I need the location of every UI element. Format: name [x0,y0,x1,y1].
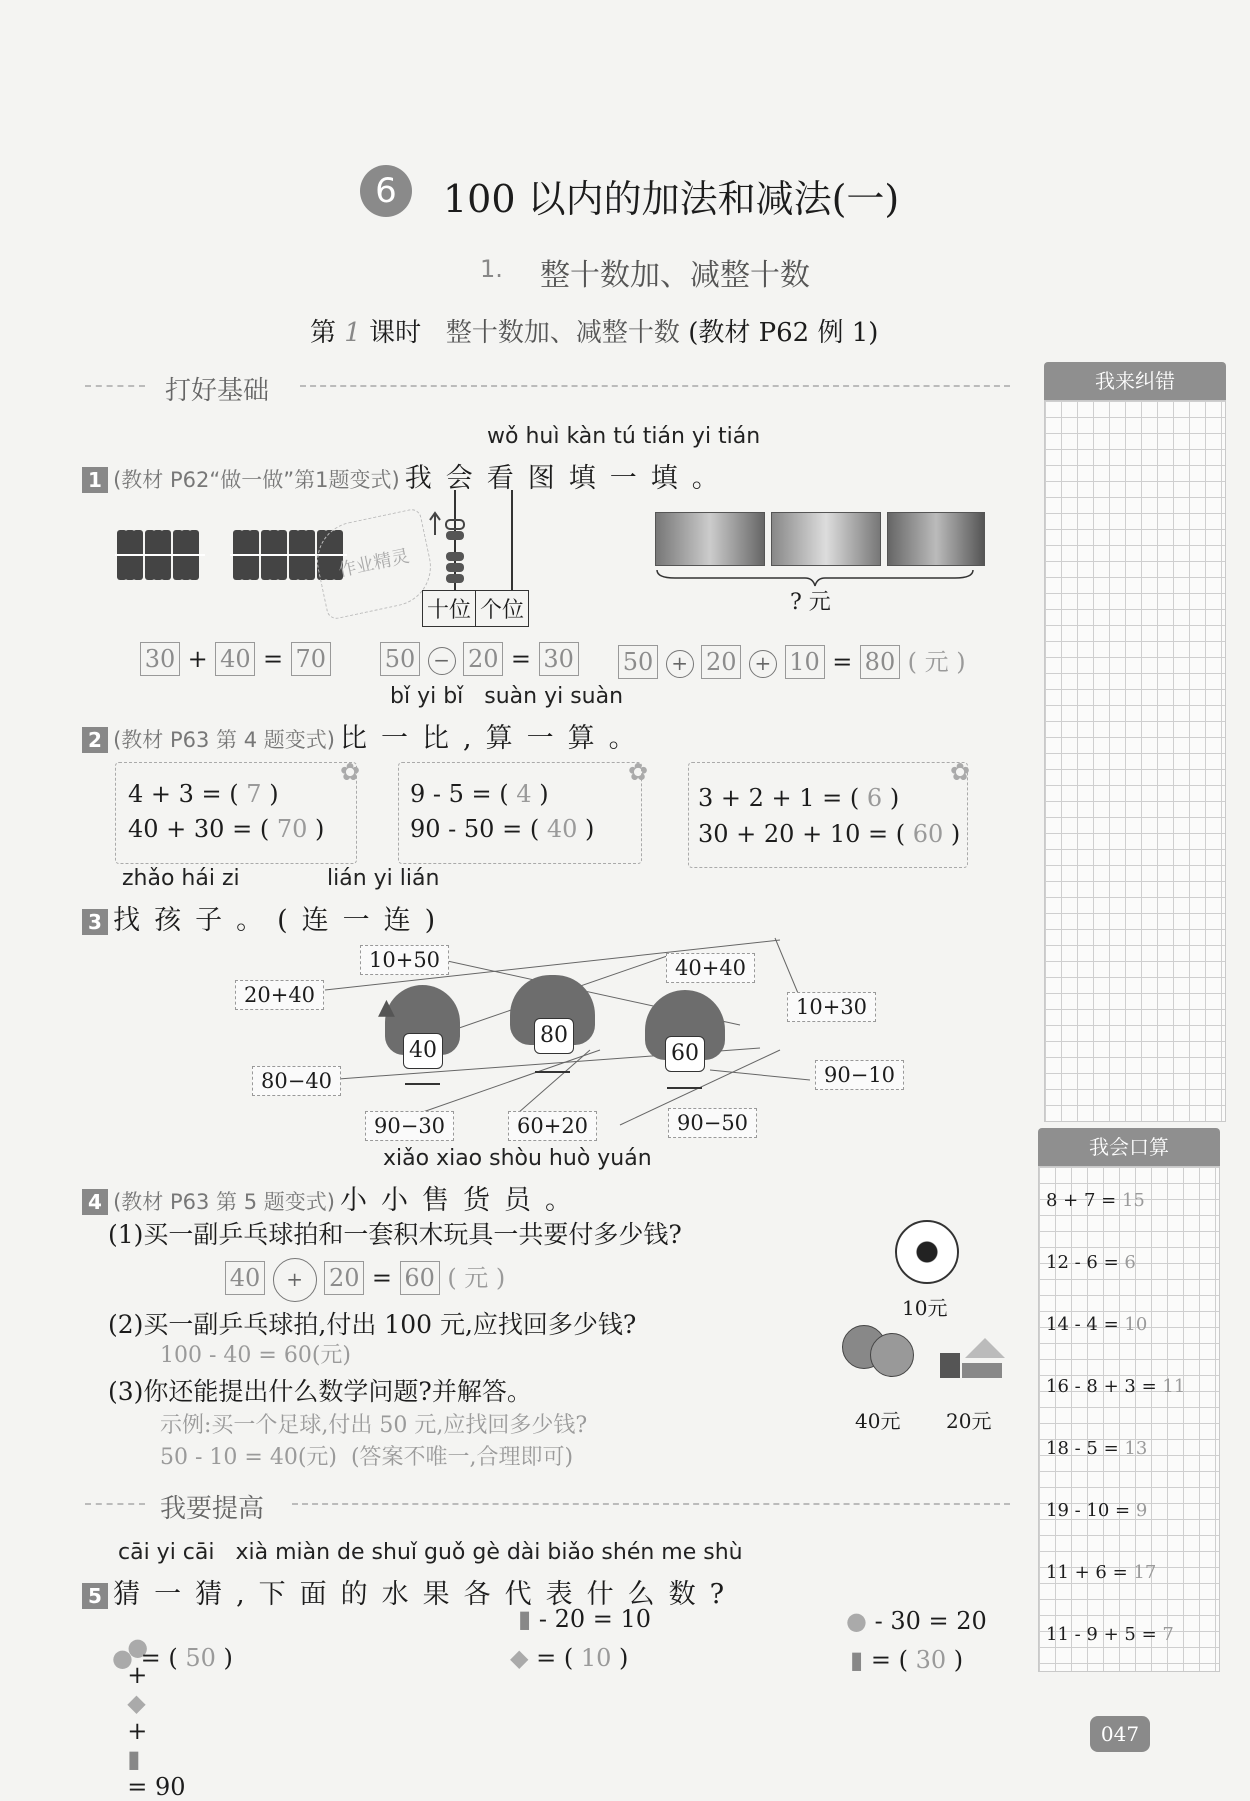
banknote-10 [887,512,985,566]
q3-pinyin-1: zhǎo hái zi [122,866,240,891]
section-number: 1. [480,255,503,283]
q5-heading: 5 猜一猜,下面的水果各代表什么数? [82,1572,738,1611]
q5-equation-3: ● - 30 = 20 [846,1607,987,1635]
question-number: 5 [82,1583,108,1609]
peach-icon: ◆ [510,1644,529,1672]
q4-part3-answer-1: 示例:买一个足球,付出 50 元,应找回多少钱? [160,1413,588,1438]
sidebar-correct-grid[interactable] [1044,400,1226,1122]
question-number: 4 [82,1189,108,1215]
oral-item: 8 + 7 = 15 [1046,1190,1145,1211]
flower-icon: ✿ [950,758,971,786]
q2-group-2-line1: 9 - 5 = ( 4 ) [410,780,549,808]
price-soccer-ball: 10元 [902,1296,948,1320]
section-divider [85,385,145,387]
question-number: 3 [82,909,108,935]
q4-part2: (2)买一副乒乓球拍,付出 100 元,应找回多少钱? [108,1310,637,1339]
chick-label: 80−40 [252,1066,341,1096]
q2-group-2 [398,762,642,864]
pineapple-icon: ▮ [127,1745,141,1773]
section-divider [85,1503,145,1505]
rooster-image [500,975,605,1075]
flower-icon: ✿ [340,758,361,786]
oral-item: 11 + 6 = 17 [1046,1562,1157,1583]
rooster-number: 40 [403,1033,443,1069]
q5-equation-2: ▮ - 20 = 10 [518,1605,652,1633]
soccer-ball-image [895,1220,959,1284]
q2-pinyin: bǐ yi bǐ suàn yi suàn [390,684,624,709]
apple-icon: ● [112,1644,133,1672]
question-number: 2 [82,727,108,753]
ping-pong-paddles-image [842,1325,917,1395]
q5-pinyin: cāi yi cāi xià miàn de shuǐ guǒ gè dài biǎo shén me shù [118,1540,743,1565]
q4-part3-answer-2: 50 - 10 = 40(元) (答案不唯一,合理即可) [160,1445,574,1470]
price-unknown: ? 元 [790,590,831,615]
tens-label: 十位 [423,591,476,626]
banknotes-image [655,512,985,566]
q5-answer-apple: ● = ( 50 ) [112,1644,233,1672]
ones-label: 个位 [480,598,525,623]
page-number: 047 [1090,1716,1150,1752]
q3-pinyin-2: lián yi lián [327,866,440,891]
rooster-image [635,990,735,1090]
apple-icon: ● [127,1633,149,1661]
q1-equation-1: 30 + 40 = 70 [140,642,331,676]
q4-part1: (1)买一副乒乓球拍和一套积木玩具一共要付多少钱? [108,1220,682,1249]
sidebar-oral-header: 我会口算 [1038,1128,1220,1166]
chick-label: 90−50 [668,1108,757,1138]
q2-group-2-line2: 90 - 50 = ( 40 ) [410,815,595,843]
chapter-title: 100 以内的加法和减法(一) [443,177,900,221]
q4-equation: 40 + 20 = 60 ( 元 ) [225,1258,505,1302]
q2-group-3-line1: 3 + 2 + 1 = ( 6 ) [698,784,900,812]
chick-label: 10+50 [360,945,449,975]
banknote-20 [771,512,881,566]
oral-item: 18 - 5 = 13 [1046,1438,1148,1459]
price-blocks: 20元 [946,1409,992,1433]
chick-label: 20+40 [235,980,324,1010]
chick-label: 60+20 [508,1111,597,1141]
banknote-50 [655,512,765,566]
chick-label: 10+30 [787,992,876,1022]
q3-heading: 3 找孩子。(连一连) [82,898,449,937]
chapter-badge: 6 [360,165,412,217]
oral-item: 11 - 9 + 5 = 7 [1046,1624,1174,1645]
section-title: 整十数加、减整十数 [540,258,810,293]
chick-label: 90−10 [815,1060,904,1090]
q4-heading: 4 (教材 P63 第 5 题变式) 小小售货员。 [82,1178,586,1217]
abacus-image [420,490,530,590]
chick-label: 90−30 [365,1111,454,1141]
rooster-number: 60 [665,1036,705,1072]
stamp-watermark: 作业精灵 [310,507,439,620]
oral-item: 14 - 4 = 10 [1046,1314,1148,1335]
q2-heading: 2 (教材 P63 第 4 题变式) 比一比,算一算。 [82,716,650,755]
place-value-table [422,590,529,627]
oral-item: 12 - 6 = 6 [1046,1252,1136,1273]
oral-item: 19 - 10 = 9 [1046,1500,1148,1521]
pineapple-icon: ▮ [850,1646,864,1674]
apple-icon: ● [846,1607,867,1635]
peach-icon: ◆ [127,1689,146,1717]
price-ping-pong: 40元 [855,1409,901,1433]
q2-group-3 [688,762,968,868]
building-blocks-image [940,1338,1005,1380]
chick-label: 40+40 [666,953,755,983]
pineapple-icon: ▮ [518,1605,532,1633]
sidebar-oral-grid [1038,1166,1220,1672]
q2-group-1-line2: 40 + 30 = ( 70 ) [128,815,325,843]
q1-pinyin: wǒ huì kàn tú tián yi tián [487,424,761,449]
section-advanced: 我要提高 [160,1494,265,1524]
lesson-heading: 第 1 课时 整十数加、减整十数 (教材 P62 例 1) [310,318,879,348]
sidebar-correct-header: 我来纠错 [1044,362,1226,400]
q5-equation-1: ● + ◆ + ▮ = 90 [127,1633,186,1801]
q1-heading: 1 (教材 P62“做一做”第1题变式) 我会看图填一填。 [82,456,733,495]
section-basic: 打好基础 [165,376,270,406]
section-divider [300,385,1010,387]
q5-answer-peach: ◆ = ( 10 ) [510,1644,629,1672]
q1-equation-3: 50 + 20 + 10 = 80 ( 元 ) [618,642,966,679]
q2-group-1 [115,762,357,864]
flower-icon: ✿ [628,758,649,786]
rooster-image: ▲ 40 [375,985,470,1085]
oral-item: 16 - 8 + 3 = 11 [1046,1376,1186,1397]
q1-equation-2: 50 − 20 = 30 [380,642,579,676]
q4-pinyin: xiǎo xiao shòu huò yuán [383,1146,652,1171]
question-number: 1 [82,467,108,493]
q4-part3: (3)你还能提出什么数学问题?并解答。 [108,1377,532,1406]
q2-group-1-line1: 4 + 3 = ( 7 ) [128,780,279,808]
q2-group-3-line2: 30 + 20 + 10 = ( 60 ) [698,820,961,848]
q5-answer-pineapple: ▮ = ( 30 ) [850,1646,964,1674]
section-divider [292,1503,1010,1505]
q4-part2-answer: 100 - 40 = 60(元) [160,1343,351,1368]
rooster-number: 80 [534,1018,574,1054]
